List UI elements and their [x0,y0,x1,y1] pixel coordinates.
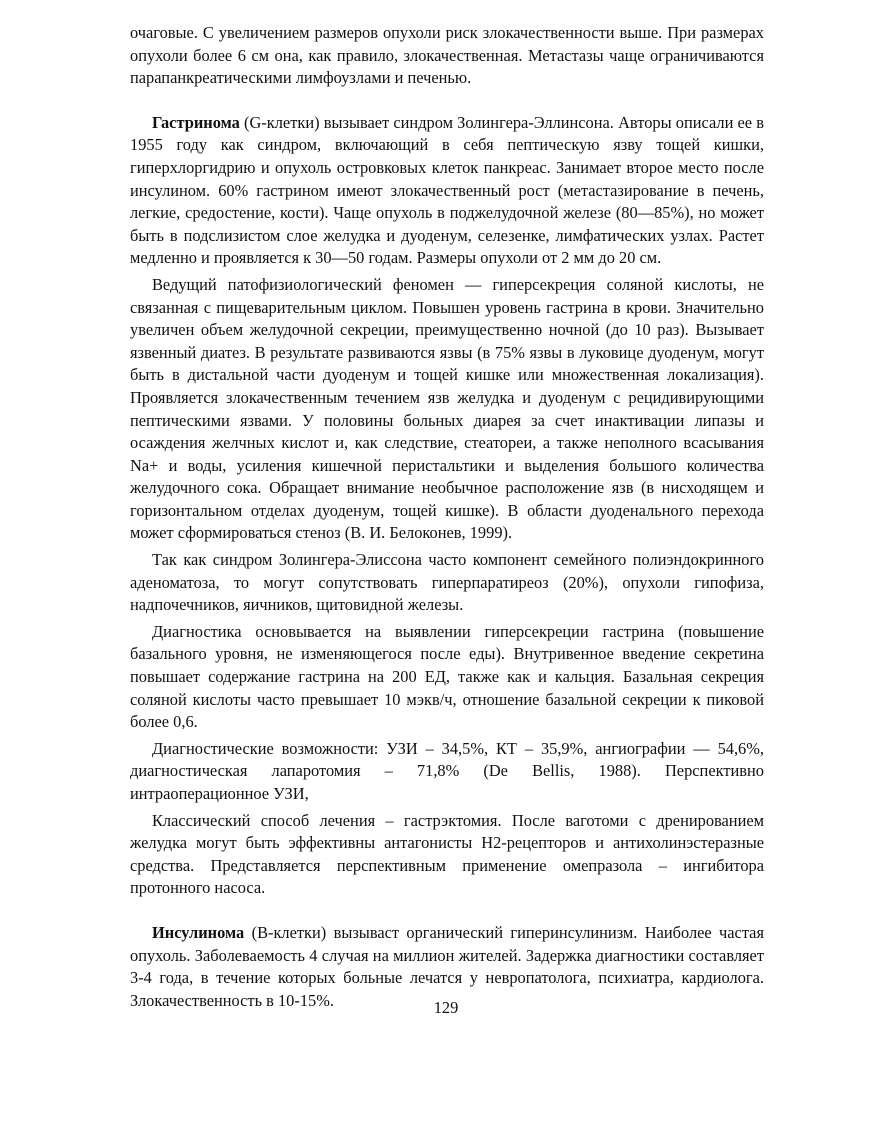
paragraph-text: Так как синдром Золингера-Элиссона часто компонент семейного полиэндокринного аденоматоза, то могут сопутствовать гиперпаратиреоз (20%), опухоли гипофиза, надпочечников, яичников, щитовидной железы. [130,550,764,615]
paragraph-treatment [130,810,764,900]
paragraph-metastasis-continuation [130,22,764,90]
page-number: 129 [433,998,459,1017]
paragraph-diagnostics [130,621,764,734]
paragraph-text: (В-клетки) вызываст органический гиперинсулинизм. Наиболее частая опухоль. Заболеваемость 4 случая на миллион жителей. Задержка диагностики составляет 3-4 года, в течение которых больные лечатся у невропатолога, психиатра, кардиолога. Злокачественность в 10-15%. [130,922,764,1010]
paragraph-men-syndrome [130,549,764,617]
term-gastrinoma: Гастринома [152,112,240,132]
body-text [130,22,764,1012]
paragraph-text: очаговые. С увеличением размеров опухоли риск злокачественности выше. При размерах опухоли более 6 см она, как правило, злокачественная. Метастазы чаще ограничиваются парапанкреатическими лимфоузлами и печенью. [130,23,764,88]
paragraph-text: Ведущий патофизиологический феномен — гиперсекреция соляной кислоты, не связанная с пищеварительным циклом. Повышен уровень гастрина в крови. Значительно увеличен объем желудочной секреции, преимущественно ночной (до 10 раз). Вызывает язвенный диатез. В результате развиваются язвы (в 75% язвы в луковице дуоденум, могут быть в дистальной части дуоденум и тощей кишке или множественная локализация). Проявляется злокачественным течением язв желудка и дуоденум с рецидивирующими пептическими язвами. У половины больных диарея за счет инактивации липазы и осаждения желчных кислот и, как следствие, стеатореи, а также неполного всасывания Na+ и воды, усиления кишечной перистальтики и выделения большого количества желудочного сока. Обращает внимание необычное расположение язв (в нисходящем и горизонтальном отделах дуоденум, тощей кишке). В области дуоденального перехода может сформироваться стеноз (В. И. Белоконев, 1999). [130,274,764,543]
paragraph-text: Диагностика основывается на выявлении гиперсекреции гастрина (повышение базального уровня, не изменяющегося после еды). Внутривенное введение секретина повышает содержание гастрина на 200 ЕД, также как и кальция. Базальная секреция соляной кислоты часто превышает 10 мэкв/ч, отношение базальной секреции к пиковой более 0,6. [130,621,764,732]
paragraph-text: Классический способ лечения – гастрэктомия. После ваготоми с дренированием желудка могут быть эффективны антагонисты Н2-рецепторов и антихолинэстеразные средства. Представляется перспективным применение омепразола – ингибитора протонного насоса. [130,810,764,898]
paragraph-text: Диагностические возможности: УЗИ – 34,5%, КТ – 35,9%, ангиографии — 54,6%, диагностическая лапаротомия – 71,8% (De Bellis, 1988). Перспективно интраоперационное УЗИ, [130,738,764,803]
paragraph-text: (G-клетки) вызывает синдром Золингера-Эллинсона. Авторы описали ее в 1955 году как синдром, включающий в себя пептическую язву тощей кишки, гиперхлоргидрию и опухоль островковых клеток панкреас. Занимает второе место после инсулином. 60% гастрином имеют злокачественный рост (метастазирование в печень, легкие, средостение, кости). Чаще опухоль в поджелудочной железе (80—85%), но может быть в подслизистом слое желудка и дуоденум, селезенке, лимфатических узлах. Растет медленно и проявляется к 30—50 годам. Размеры опухоли от 2 мм до 20 см. [130,112,764,268]
term-insulinoma: Инсулинома [152,922,245,942]
paragraph-pathophysiology [130,274,764,545]
paragraph-diagnostic-capabilities [130,738,764,806]
paragraph-gastrinoma [130,112,764,270]
